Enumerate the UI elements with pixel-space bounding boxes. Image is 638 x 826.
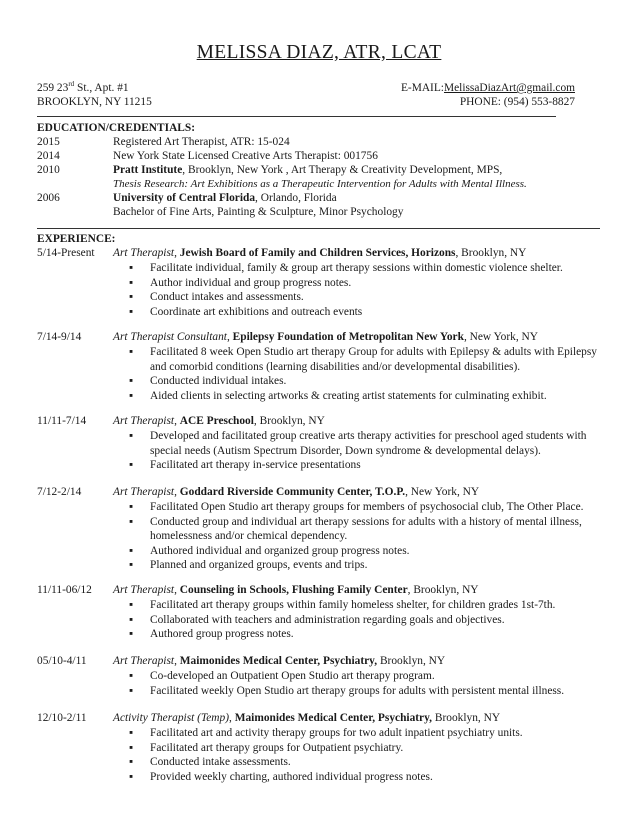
list-item: ▪ Facilitated weekly Open Studio art therapy groups for adults with persistent mental illness. — [129, 684, 565, 697]
list-item: ▪ Facilitated art therapy in-service presentations — [129, 459, 361, 472]
list-item: ▪ Authored group progress notes. — [129, 628, 294, 641]
phone: PHONE: (954) 553-8827 — [459, 96, 575, 108]
experience-heading: EXPERIENCE: — [37, 233, 116, 245]
email: E-MAIL:MelissaDiazArt@gmail.com — [400, 82, 575, 94]
list-item: ▪ Conducted group and individual art therapy sessions for adults with a history of mental illness, homelessness and/or chemical dependency. — [129, 515, 582, 543]
job-duties — [129, 429, 603, 473]
list-item: ▪ Facilitated art and activity therapy groups for two adult inpatient psychiatry units. — [129, 727, 523, 739]
list-item: ▪ Conduct intakes and assessments. — [129, 291, 304, 304]
list-item: ▪ Facilitated 8 week Open Studio art therapy Group for adults with Epilepsy & adults with Epilepsy and comorbid conditions (learning disabilities and/or developmental disabilities). — [129, 346, 597, 373]
email-link[interactable]: MelissaDiazArt@gmail.com — [443, 82, 575, 94]
list-item: ▪ Facilitated Open Studio art therapy groups for members of psychosocial club, The Other Place. — [129, 501, 584, 513]
divider — [37, 116, 556, 117]
job-entry: 11/11-06/12 Art Therapist, Counseling in Schools, Flushing Family Center, Brooklyn, NY ▪ Facilitated art therapy groups within family homeless shelter, for children grades 1st-7th. ▪ Collaborated with teachers and administration regarding goals and objectives. ▪ Authored group progress notes. — [37, 583, 603, 643]
candidate-name: MELISSA DIAZ, ATR, LCAT — [196, 42, 442, 63]
education-row: 2010 Pratt Institute, Brooklyn, New York , Art Therapy & Creativity Development, MPS, — [37, 164, 503, 176]
job-entry: 05/10-4/11 Art Therapist, Maimonides Medical Center, Psychiatry, Brooklyn, NY ▪ Co-developed an Outpatient Open Studio art therapy program. ▪ Facilitated weekly Open Studio art therapy groups for adults with persistent mental illness. — [37, 654, 603, 700]
education-degree: Bachelor of Fine Arts, Painting & Sculpture, Minor Psychology — [113, 206, 404, 218]
education-row: 2006 University of Central Florida, Orlando, Florida — [37, 192, 337, 204]
education-row: 2014 New York State Licensed Creative Arts Therapist: 001756 — [37, 150, 378, 162]
job-entry: 5/14-Present Art Therapist, Jewish Board of Family and Children Services, Horizons, Brooklyn, NY ▪ Facilitate individual, family & group art therapy sessions within domestic violence shelter. ▪ Author individual and group progress notes. ▪ Conduct intakes and assessments. ▪ Coordinate art exhibitions and outreach events — [37, 246, 603, 320]
list-item: ▪ Collaborated with teachers and administration regarding goals and objectives. — [129, 613, 505, 626]
contact-line-1 — [37, 81, 575, 96]
divider — [37, 228, 600, 229]
job-duties — [129, 669, 603, 698]
job-duties — [129, 726, 603, 784]
address-line-1: 259 23rd St., Apt. #1 — [37, 80, 129, 94]
job-entry: 7/14-9/14 Art Therapist Consultant, Epilepsy Foundation of Metropolitan New York, New York, NY ▪ Facilitated 8 week Open Studio art therapy Group for adults with Epilepsy & adults with Epilepsy and comorbid conditions (learning disabilities and/or developmental disabilities). ▪ Conducted individual intakes. ▪ Aided clients in selecting artworks & creating artist statements for culminating exhibit. — [37, 330, 603, 404]
list-item: ▪ Aided clients in selecting artworks & creating artist statements for culminating exhibit. — [129, 389, 547, 402]
job-duties — [129, 598, 603, 642]
education-thesis: Thesis Research: Art Exhibitions as a Therapeutic Intervention for Adults with Mental Illness. — [113, 178, 527, 190]
address-line-2: BROOKLYN, NY 11215 — [37, 96, 152, 108]
education-heading: EDUCATION/CREDENTIALS: — [37, 122, 196, 134]
list-item: ▪ Authored individual and organized group progress notes. — [129, 544, 410, 557]
list-item: ▪ Facilitate individual, family & group art therapy sessions within domestic violence shelter. — [129, 262, 563, 274]
education-row: 2015 Registered Art Therapist, ATR: 15-024 — [37, 136, 290, 148]
job-entry: 11/11-7/14 Art Therapist, ACE Preschool, Brooklyn, NY ▪ Developed and facilitated group creative arts therapy activities for preschool aged students with special needs (Autism Spectrum Disorder, Down syndrome & developmental delays). ▪ Facilitated art therapy in-service presentations — [37, 414, 603, 474]
job-duties — [129, 345, 603, 403]
job-duties — [129, 500, 603, 573]
list-item: ▪ Facilitated art therapy groups within family homeless shelter, for children grades 1st-7th. — [129, 599, 556, 611]
list-item: ▪ Developed and facilitated group creative arts therapy activities for preschool aged students with special needs (Autism Spectrum Disorder, Down syndrome & developmental delays). — [129, 430, 587, 457]
list-item: ▪ Provided weekly charting, authored individual progress notes. — [129, 770, 433, 783]
job-entry: 7/12-2/14 Art Therapist, Goddard Riverside Community Center, T.O.P., New York, NY ▪ Facilitated Open Studio art therapy groups for members of psychosocial club, The Other Place. ▪ Conducted group and individual art therapy sessions for adults with a history of mental illness, homelessness and/or chemical dependency. ▪ Authored individual and organized group progress notes. ▪ Planned and organized groups, events and trips. — [37, 485, 603, 573]
list-item: ▪ Coordinate art exhibitions and outreach events — [129, 305, 363, 318]
contact-line-2 — [37, 95, 575, 110]
job-entry: 12/10-2/11 Activity Therapist (Temp), Maimonides Medical Center, Psychiatry, Brooklyn, NY ▪ Facilitated art and activity therapy groups for two adult inpatient psychiatry units. ▪ Facilitated art therapy groups for Outpatient psychiatry. ▪ Conducted intake assessments. ▪ Provided weekly charting, authored individual progress notes. — [37, 711, 603, 785]
list-item: ▪ Conducted individual intakes. — [129, 375, 287, 388]
list-item: ▪ Facilitated art therapy groups for Outpatient psychiatry. — [129, 741, 404, 754]
list-item: ▪ Author individual and group progress notes. — [129, 276, 352, 289]
list-item: ▪ Conducted intake assessments. — [129, 756, 291, 769]
list-item: ▪ Planned and organized groups, events and trips. — [129, 559, 368, 572]
job-duties — [129, 261, 603, 319]
list-item: ▪ Co-developed an Outpatient Open Studio art therapy program. — [129, 670, 435, 682]
